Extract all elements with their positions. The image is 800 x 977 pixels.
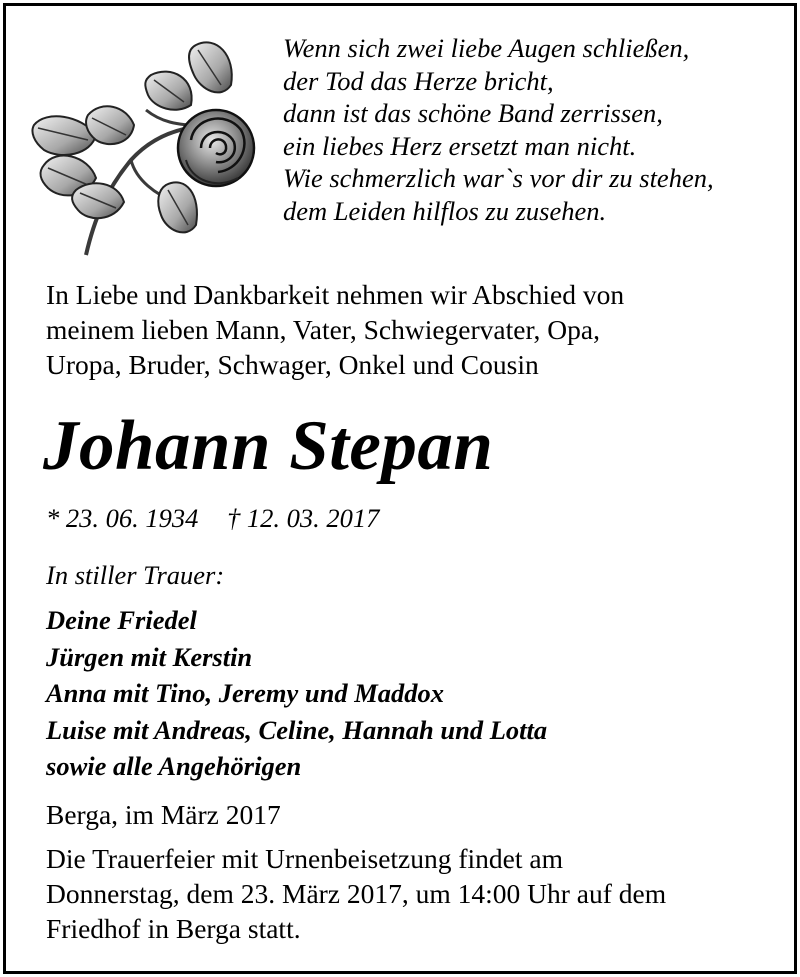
place-date: Berga, im März 2017 <box>46 799 281 830</box>
poem <box>283 32 793 228</box>
service-info <box>46 841 776 946</box>
poem-line: ein liebes Herz ersetzt man nicht. <box>283 130 637 161</box>
service-line: Friedhof in Berga statt. <box>46 913 301 944</box>
mourners-list <box>46 602 547 785</box>
intro-line: meinem lieben Mann, Vater, Schwiegervater, Opa, <box>46 314 600 345</box>
intro-line: In Liebe und Dankbarkeit nehmen wir Abschied von <box>46 279 625 310</box>
poem-line: dann ist das schöne Band zerrissen, <box>283 98 663 129</box>
service-line: Die Trauerfeier mit Urnenbeisetzung findet am <box>46 843 563 874</box>
life-dates <box>46 500 379 536</box>
mourner-line: Anna mit Tino, Jeremy und Maddox <box>46 678 445 708</box>
intro-text <box>46 277 776 382</box>
poem-line: dem Leiden hilflos zu zusehen. <box>283 195 607 226</box>
poem-line: Wenn sich zwei liebe Augen schließen, <box>283 33 690 63</box>
mourner-line: sowie alle Angehörigen <box>46 751 302 781</box>
intro-line: Uropa, Bruder, Schwager, Onkel und Cousin <box>46 349 539 380</box>
death-date: † 12. 03. 2017 <box>227 503 380 533</box>
rose-icon <box>26 30 271 265</box>
poem-line: Wie schmerzlich war`s vor dir zu stehen, <box>283 163 714 194</box>
poem-line: der Tod das Herze bricht, <box>283 65 554 96</box>
mourner-line: Luise mit Andreas, Celine, Hannah und Lotta <box>46 714 548 745</box>
mourning-label: In stiller Trauer: <box>46 560 225 590</box>
mourner-line: Jürgen mit Kerstin <box>46 641 253 672</box>
birth-date: * 23. 06. 1934 <box>46 503 199 533</box>
deceased-name: Johann Stepan <box>43 407 494 485</box>
mourner-line: Deine Friedel <box>46 605 197 635</box>
service-line: Donnerstag, dem 23. März 2017, um 14:00 Uhr auf dem <box>46 878 667 909</box>
